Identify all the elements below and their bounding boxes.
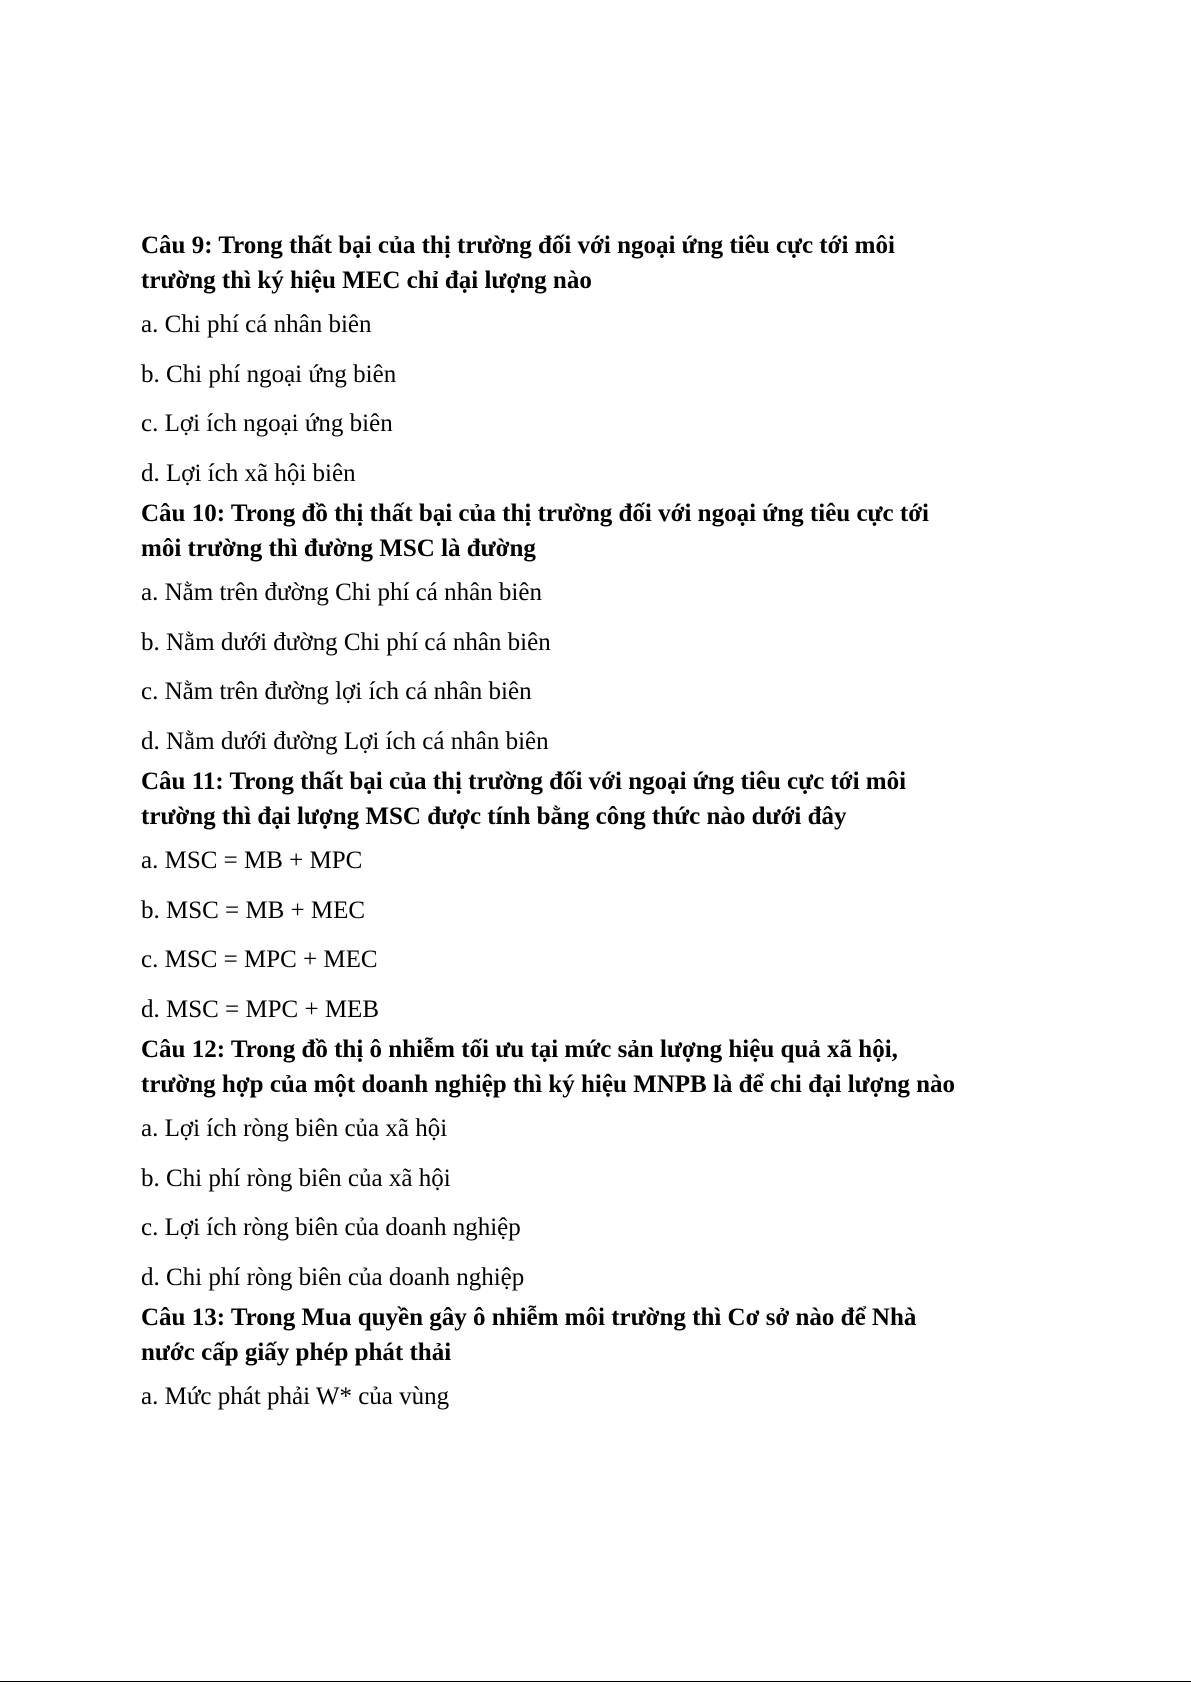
question-11	[141, 764, 1061, 1025]
question-title-line: Câu 12: Trong đồ thị ô nhiễm tối ưu tại mức sản lượng hiệu quả xã hội,	[141, 1036, 898, 1063]
option-d: d. Nằm dưới đường Lợi ích cá nhân biên	[141, 727, 549, 755]
question-title-line: trường thì ký hiệu MEC chỉ đại lượng nào	[141, 267, 592, 294]
option-c: c. Lợi ích ròng biên của doanh nghiệp	[141, 1214, 521, 1241]
question-title-line: Câu 10: Trong đồ thị thất bại của thị trường đối với ngoại ứng tiêu cực tới	[141, 500, 930, 527]
question-9	[141, 228, 1061, 489]
question-10	[141, 496, 1061, 757]
question-12-title	[141, 1032, 1061, 1102]
option-a: a. MSC = MB + MPC	[141, 847, 363, 874]
option-b: b. Chi phí ròng biên của xã hội	[141, 1164, 451, 1192]
question-title-line: môi trường thì đường MSC là đường	[141, 535, 536, 562]
option-d: d. Lợi ích xã hội biên	[141, 459, 356, 487]
question-9-title	[141, 228, 1061, 298]
option-b: b. MSC = MB + MEC	[141, 896, 366, 924]
option-d: d. Chi phí ròng biên của doanh nghiệp	[141, 1263, 525, 1291]
question-13	[141, 1300, 1061, 1412]
question-title-line: Câu 13: Trong Mua quyền gây ô nhiễm môi trường thì Cơ sở nào để Nhà	[141, 1304, 917, 1331]
option-d: d. MSC = MPC + MEB	[141, 995, 379, 1023]
option-c: c. MSC = MPC + MEC	[141, 946, 378, 973]
question-title-line: nước cấp giấy phép phát thải	[141, 1339, 452, 1366]
question-11-title	[141, 764, 1061, 834]
option-c: c. Lợi ích ngoại ứng biên	[141, 410, 393, 437]
page-bottom-divider	[0, 1681, 1191, 1682]
question-list	[141, 228, 1061, 1432]
question-title-line: trường thì đại lượng MSC được tính bằng công thức nào dưới đây	[141, 803, 847, 830]
question-10-title	[141, 496, 1061, 566]
question-title-line: Câu 9: Trong thất bại của thị trường đối với ngoại ứng tiêu cực tới môi	[141, 232, 895, 259]
option-a: a. Mức phát phải W* của vùng	[141, 1383, 450, 1410]
option-b: b. Nằm dưới đường Chi phí cá nhân biên	[141, 628, 551, 656]
question-title-line: Câu 11: Trong thất bại của thị trường đối với ngoại ứng tiêu cực tới môi	[141, 768, 907, 795]
option-b: b. Chi phí ngoại ứng biên	[141, 360, 397, 388]
question-13-title	[141, 1300, 1061, 1370]
question-title-line: trường hợp của một doanh nghiệp thì ký hiệu MNPB là để chi đại lượng nào	[141, 1071, 956, 1098]
option-a: a. Chi phí cá nhân biên	[141, 311, 372, 338]
question-12	[141, 1032, 1061, 1293]
option-a: a. Lợi ích ròng biên của xã hội	[141, 1115, 448, 1142]
option-c: c. Nằm trên đường lợi ích cá nhân biên	[141, 678, 532, 705]
option-a: a. Nằm trên đường Chi phí cá nhân biên	[141, 579, 542, 606]
